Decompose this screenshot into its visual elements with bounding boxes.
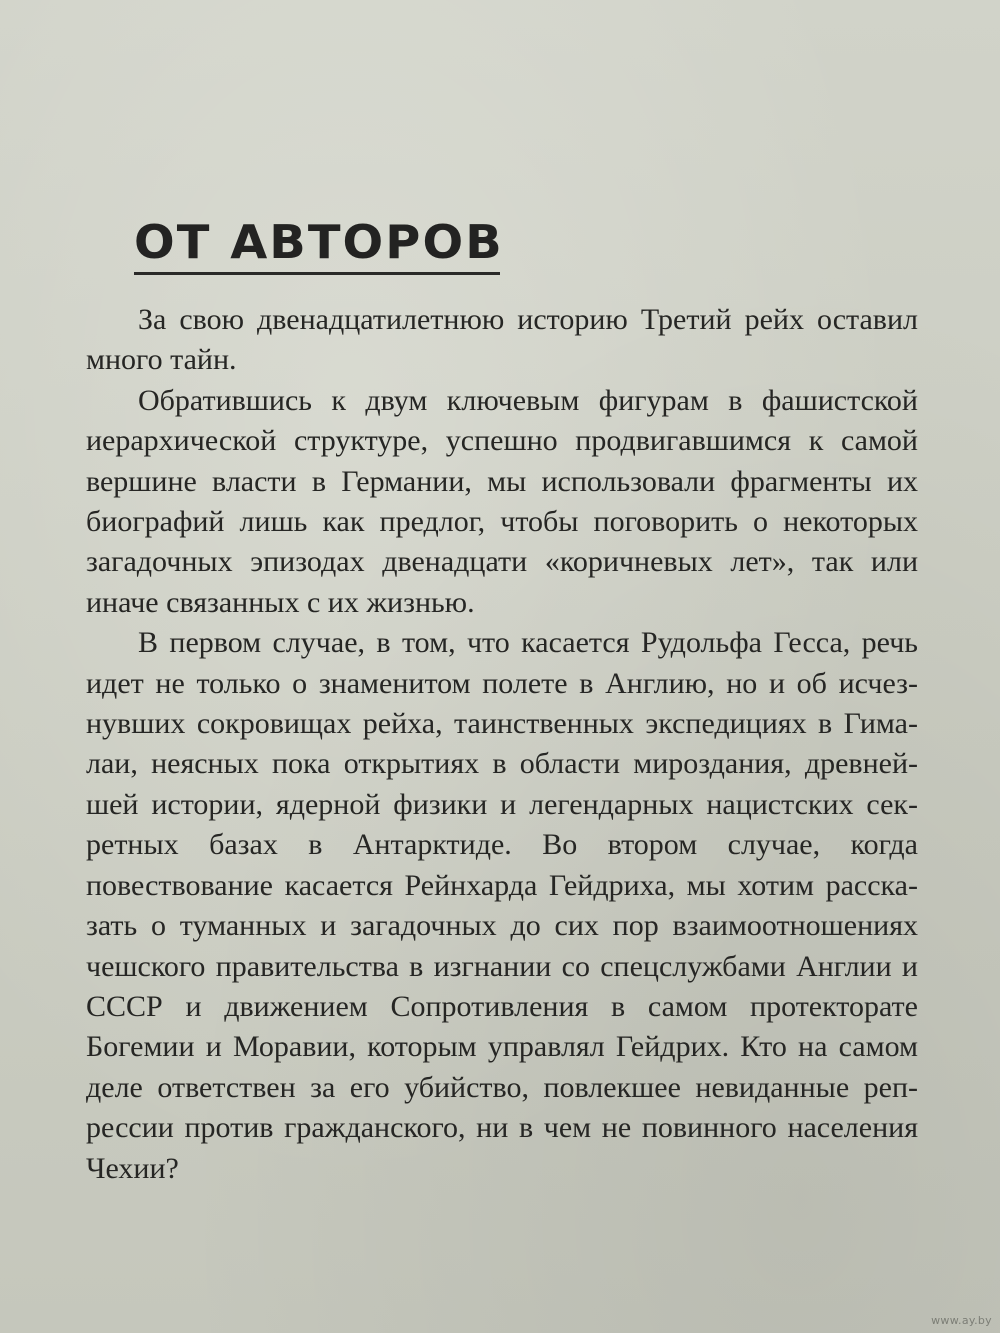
title-underline <box>134 272 500 275</box>
paragraph-2: Обратившись к двум ключевым фигурам в фашистской иерархической структуре, успешно продвигавшимся к самой вершине власти в Германии, мы использовали фрагменты их биографий лишь как предлог, чтобы поговорить о некоторых загадочных эпизодах двенадцати «коричневых лет», так или иначе связанных с их жизнью. <box>86 383 918 619</box>
page-title: ОТ АВТОРОВ <box>134 215 504 269</box>
watermark: www.ay.by <box>931 1314 992 1327</box>
heading-block <box>134 214 504 275</box>
body-text <box>86 300 918 1189</box>
paragraph-3: В первом случае, в том, что касается Рудольфа Гесса, речь идет не только о знаменитом полете в Англию, но и об исчезнувших сокровищах рейха, таинственных экспедициях в Гималаи, неясных пока открытиях в области мироздания, древнейшей истории, ядерной физики и легендарных нацистских секретных базах в Антарктиде. Во втором случае, когда повествование касается Рейнхарда Гейдриха, мы хотим рассказать о туманных и загадочных до сих пор взаимоотношениях чешского правительства в изгнании со спецслужбами Англии и СССР и движением Сопротивления в самом протекторате Богемии и Моравии, которым управлял Гейдрих. Кто на самом деле ответствен за его убийство, повлекшее невиданные репрессии против гражданского, ни в чем не повинного населения Чехии? <box>86 626 918 1185</box>
paragraph-1: За свою двенадцатилетнюю историю Третий рейх оставил много тайн. <box>86 303 918 377</box>
